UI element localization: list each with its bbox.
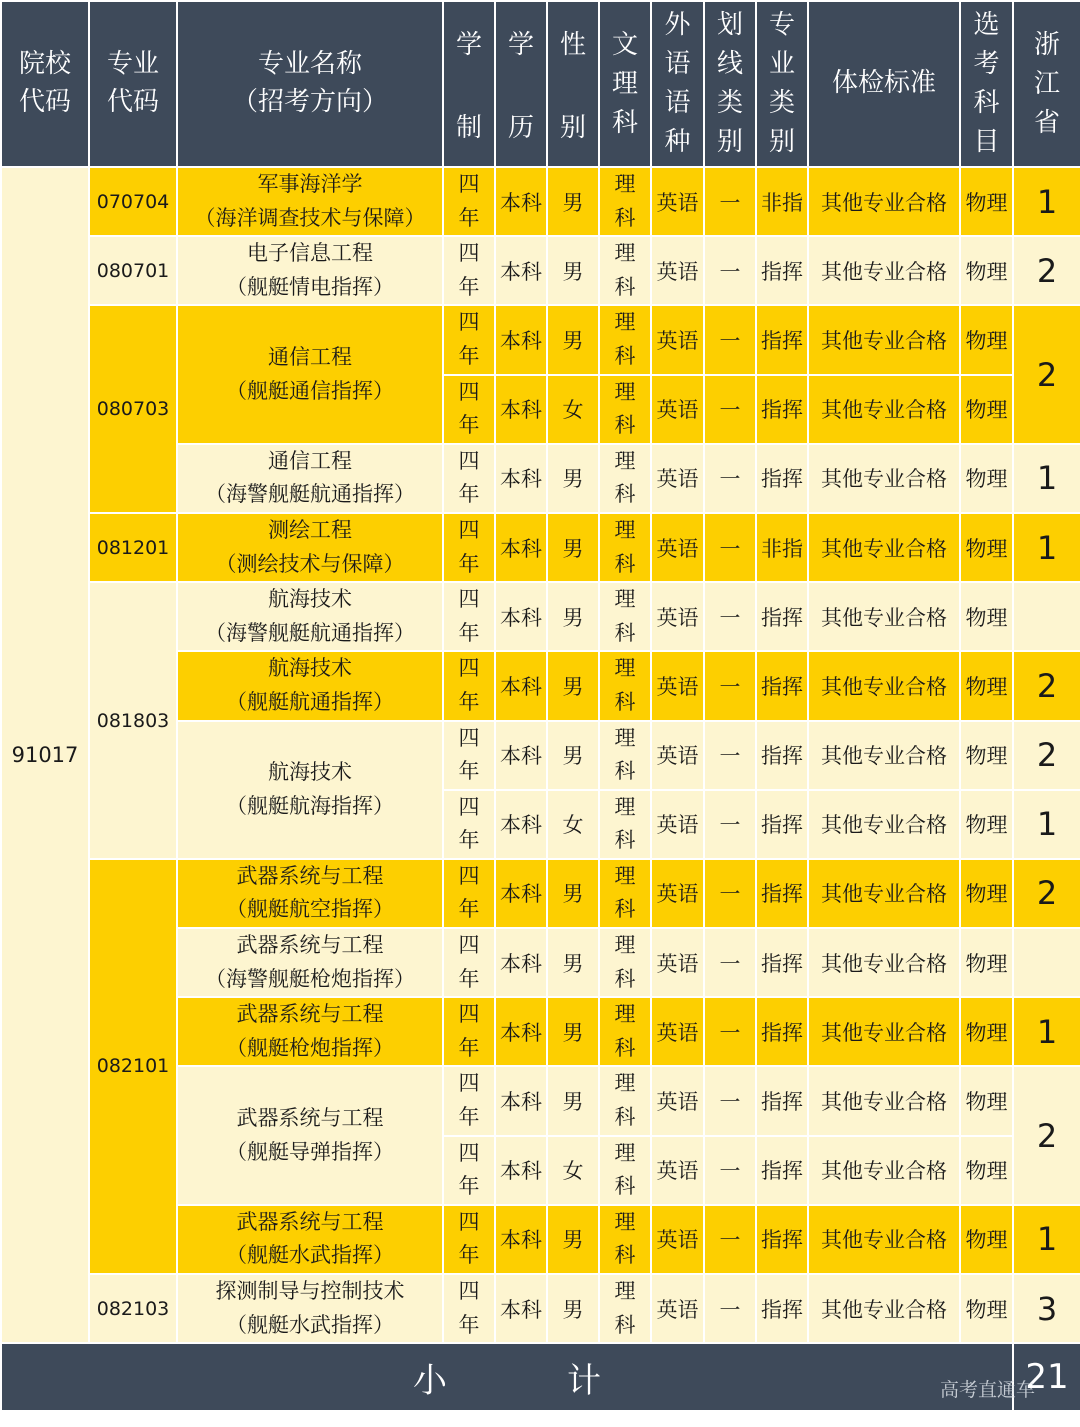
physical-cell: 其他专业合格: [808, 997, 960, 1066]
duration-cell: 四 年: [443, 513, 495, 582]
gender-cell: 男: [547, 997, 599, 1066]
header-province: 浙 江 省: [1013, 1, 1080, 167]
language-cell: 英语: [651, 1205, 704, 1274]
language-cell: 英语: [651, 1274, 704, 1343]
physical-cell: 其他专业合格: [808, 651, 960, 720]
major-type-cell: 指挥: [756, 928, 808, 997]
quota-cell: 2: [1013, 236, 1080, 305]
gender-cell: 男: [547, 1066, 599, 1135]
gender-cell: 男: [547, 1205, 599, 1274]
major-code-cell: 081201: [89, 513, 177, 582]
gender-cell: 男: [547, 236, 599, 305]
duration-cell: 四 年: [443, 167, 495, 236]
quota-cell: 2: [1013, 651, 1080, 720]
gender-cell: 男: [547, 1274, 599, 1343]
subject-cell: 物理: [960, 1136, 1013, 1205]
header-gender: 性 别: [547, 1, 599, 167]
header-school-code: 院校 代码: [1, 1, 89, 167]
track-cell: 理 科: [599, 928, 651, 997]
quota-cell: 2: [1013, 721, 1080, 790]
track-cell: 理 科: [599, 513, 651, 582]
line-cell: 一: [704, 721, 756, 790]
subtotal-row: [1, 1343, 1080, 1411]
quota-cell: 2: [1013, 305, 1080, 443]
duration-cell: 四 年: [443, 859, 495, 928]
major-code-cell: 080701: [89, 236, 177, 305]
header-track: 文 理 科: [599, 1, 651, 167]
quota-cell: 1: [1013, 167, 1080, 236]
major-name-cell: 航海技术 （舰艇航海指挥）: [177, 721, 443, 859]
major-name-cell: 武器系统与工程 （舰艇枪炮指挥）: [177, 997, 443, 1066]
major-type-cell: 非指: [756, 513, 808, 582]
track-cell: 理 科: [599, 1274, 651, 1343]
major-code-cell: 080703: [89, 305, 177, 513]
degree-cell: 本科: [495, 375, 547, 444]
duration-cell: 四 年: [443, 721, 495, 790]
major-name-cell: 航海技术 （舰艇航通指挥）: [177, 651, 443, 720]
major-name-cell: 探测制导与控制技术 （舰艇水武指挥）: [177, 1274, 443, 1343]
duration-cell: 四 年: [443, 790, 495, 859]
degree-cell: 本科: [495, 928, 547, 997]
physical-cell: 其他专业合格: [808, 513, 960, 582]
language-cell: 英语: [651, 721, 704, 790]
quota-cell: [1013, 928, 1080, 997]
quota-cell: 1: [1013, 1205, 1080, 1274]
language-cell: 英语: [651, 790, 704, 859]
gender-cell: 男: [547, 928, 599, 997]
track-cell: 理 科: [599, 444, 651, 513]
track-cell: 理 科: [599, 721, 651, 790]
major-type-cell: 指挥: [756, 651, 808, 720]
subject-cell: 物理: [960, 651, 1013, 720]
degree-cell: 本科: [495, 444, 547, 513]
table-row: [1, 513, 1080, 582]
table-row: [1, 305, 1080, 374]
quota-cell: [1013, 582, 1080, 651]
major-type-cell: 指挥: [756, 721, 808, 790]
language-cell: 英语: [651, 305, 704, 374]
line-cell: 一: [704, 167, 756, 236]
degree-cell: 本科: [495, 513, 547, 582]
line-cell: 一: [704, 1066, 756, 1135]
header-duration: 学 制: [443, 1, 495, 167]
major-code-cell: 082103: [89, 1274, 177, 1343]
major-name-cell: 航海技术 （海警舰艇航通指挥）: [177, 582, 443, 651]
language-cell: 英语: [651, 651, 704, 720]
subject-cell: 物理: [960, 859, 1013, 928]
gender-cell: 女: [547, 790, 599, 859]
physical-cell: 其他专业合格: [808, 859, 960, 928]
physical-cell: 其他专业合格: [808, 928, 960, 997]
quota-cell: 1: [1013, 790, 1080, 859]
physical-cell: 其他专业合格: [808, 1274, 960, 1343]
subject-cell: 物理: [960, 997, 1013, 1066]
header-major-code: 专业 代码: [89, 1, 177, 167]
line-cell: 一: [704, 651, 756, 720]
major-code-cell: 081803: [89, 582, 177, 859]
physical-cell: 其他专业合格: [808, 1205, 960, 1274]
line-cell: 一: [704, 305, 756, 374]
duration-cell: 四 年: [443, 305, 495, 374]
major-name-cell: 武器系统与工程 （舰艇导弹指挥）: [177, 1066, 443, 1204]
line-cell: 一: [704, 1274, 756, 1343]
track-cell: 理 科: [599, 236, 651, 305]
language-cell: 英语: [651, 1136, 704, 1205]
track-cell: 理 科: [599, 582, 651, 651]
degree-cell: 本科: [495, 236, 547, 305]
language-cell: 英语: [651, 582, 704, 651]
major-code-cell: 082101: [89, 859, 177, 1274]
language-cell: 英语: [651, 928, 704, 997]
duration-cell: 四 年: [443, 1205, 495, 1274]
gender-cell: 男: [547, 582, 599, 651]
physical-cell: 其他专业合格: [808, 305, 960, 374]
track-cell: 理 科: [599, 790, 651, 859]
language-cell: 英语: [651, 167, 704, 236]
major-name-cell: 军事海洋学 （海洋调查技术与保障）: [177, 167, 443, 236]
major-type-cell: 指挥: [756, 790, 808, 859]
duration-cell: 四 年: [443, 997, 495, 1066]
gender-cell: 男: [547, 651, 599, 720]
track-cell: 理 科: [599, 167, 651, 236]
degree-cell: 本科: [495, 305, 547, 374]
duration-cell: 四 年: [443, 928, 495, 997]
gender-cell: 男: [547, 444, 599, 513]
physical-cell: 其他专业合格: [808, 236, 960, 305]
language-cell: 英语: [651, 236, 704, 305]
degree-cell: 本科: [495, 1274, 547, 1343]
degree-cell: 本科: [495, 651, 547, 720]
duration-cell: 四 年: [443, 1136, 495, 1205]
major-name-cell: 通信工程 （舰艇通信指挥）: [177, 305, 443, 443]
line-cell: 一: [704, 444, 756, 513]
header-major-type: 专 业 类 别: [756, 1, 808, 167]
major-type-cell: 指挥: [756, 1274, 808, 1343]
major-type-cell: 指挥: [756, 1205, 808, 1274]
language-cell: 英语: [651, 997, 704, 1066]
duration-cell: 四 年: [443, 375, 495, 444]
physical-cell: 其他专业合格: [808, 167, 960, 236]
physical-cell: 其他专业合格: [808, 1136, 960, 1205]
table-row: [1, 167, 1080, 236]
table-row: [1, 236, 1080, 305]
header-subject: 选 考 科 目: [960, 1, 1013, 167]
subject-cell: 物理: [960, 928, 1013, 997]
header-line-type: 划 线 类 别: [704, 1, 756, 167]
major-type-cell: 指挥: [756, 1066, 808, 1135]
physical-cell: 其他专业合格: [808, 721, 960, 790]
major-type-cell: 指挥: [756, 375, 808, 444]
table-row: [1, 1274, 1080, 1343]
duration-cell: 四 年: [443, 1274, 495, 1343]
header-row: [1, 1, 1080, 167]
language-cell: 英语: [651, 1066, 704, 1135]
degree-cell: 本科: [495, 582, 547, 651]
gender-cell: 女: [547, 375, 599, 444]
quota-cell: 3: [1013, 1274, 1080, 1343]
subject-cell: 物理: [960, 167, 1013, 236]
major-name-cell: 电子信息工程 （舰艇情电指挥）: [177, 236, 443, 305]
line-cell: 一: [704, 513, 756, 582]
track-cell: 理 科: [599, 1136, 651, 1205]
physical-cell: 其他专业合格: [808, 790, 960, 859]
degree-cell: 本科: [495, 997, 547, 1066]
header-physical: 体检标准: [808, 1, 960, 167]
quota-cell: 2: [1013, 1066, 1080, 1204]
physical-cell: 其他专业合格: [808, 1066, 960, 1135]
subject-cell: 物理: [960, 790, 1013, 859]
major-type-cell: 指挥: [756, 997, 808, 1066]
header-major-name: 专业名称 （招考方向）: [177, 1, 443, 167]
major-name-cell: 武器系统与工程 （舰艇航空指挥）: [177, 859, 443, 928]
line-cell: 一: [704, 236, 756, 305]
track-cell: 理 科: [599, 651, 651, 720]
subject-cell: 物理: [960, 305, 1013, 374]
school-code-cell: 91017: [1, 167, 89, 1343]
degree-cell: 本科: [495, 1136, 547, 1205]
line-cell: 一: [704, 1136, 756, 1205]
gender-cell: 男: [547, 305, 599, 374]
quota-cell: 2: [1013, 859, 1080, 928]
duration-cell: 四 年: [443, 651, 495, 720]
line-cell: 一: [704, 790, 756, 859]
degree-cell: 本科: [495, 167, 547, 236]
physical-cell: 其他专业合格: [808, 444, 960, 513]
table-row: [1, 582, 1080, 651]
track-cell: 理 科: [599, 375, 651, 444]
header-language: 外 语 语 种: [651, 1, 704, 167]
major-name-cell: 通信工程 （海警舰艇航通指挥）: [177, 444, 443, 513]
track-cell: 理 科: [599, 859, 651, 928]
major-type-cell: 指挥: [756, 305, 808, 374]
subject-cell: 物理: [960, 1205, 1013, 1274]
gender-cell: 男: [547, 859, 599, 928]
degree-cell: 本科: [495, 1066, 547, 1135]
major-type-cell: 指挥: [756, 1136, 808, 1205]
physical-cell: 其他专业合格: [808, 375, 960, 444]
subject-cell: 物理: [960, 236, 1013, 305]
gender-cell: 男: [547, 513, 599, 582]
duration-cell: 四 年: [443, 582, 495, 651]
language-cell: 英语: [651, 513, 704, 582]
quota-cell: 1: [1013, 513, 1080, 582]
track-cell: 理 科: [599, 1205, 651, 1274]
degree-cell: 本科: [495, 859, 547, 928]
line-cell: 一: [704, 928, 756, 997]
duration-cell: 四 年: [443, 236, 495, 305]
quota-cell: 1: [1013, 444, 1080, 513]
subject-cell: 物理: [960, 1274, 1013, 1343]
subject-cell: 物理: [960, 375, 1013, 444]
degree-cell: 本科: [495, 790, 547, 859]
language-cell: 英语: [651, 375, 704, 444]
line-cell: 一: [704, 375, 756, 444]
quota-cell: 1: [1013, 997, 1080, 1066]
line-cell: 一: [704, 859, 756, 928]
major-type-cell: 非指: [756, 167, 808, 236]
subject-cell: 物理: [960, 513, 1013, 582]
line-cell: 一: [704, 582, 756, 651]
degree-cell: 本科: [495, 1205, 547, 1274]
track-cell: 理 科: [599, 305, 651, 374]
physical-cell: 其他专业合格: [808, 582, 960, 651]
language-cell: 英语: [651, 859, 704, 928]
major-code-cell: 070704: [89, 167, 177, 236]
subject-cell: 物理: [960, 444, 1013, 513]
line-cell: 一: [704, 1205, 756, 1274]
watermark: 高考直通车: [940, 1379, 1036, 1401]
degree-cell: 本科: [495, 721, 547, 790]
subject-cell: 物理: [960, 721, 1013, 790]
line-cell: 一: [704, 997, 756, 1066]
subject-cell: 物理: [960, 1066, 1013, 1135]
major-type-cell: 指挥: [756, 236, 808, 305]
duration-cell: 四 年: [443, 444, 495, 513]
language-cell: 英语: [651, 444, 704, 513]
table-row: [1, 859, 1080, 928]
subtotal-value: 21: [1013, 1343, 1080, 1411]
track-cell: 理 科: [599, 1066, 651, 1135]
subject-cell: 物理: [960, 582, 1013, 651]
major-name-cell: 武器系统与工程 （海警舰艇枪炮指挥）: [177, 928, 443, 997]
track-cell: 理 科: [599, 997, 651, 1066]
subtotal-label: 小计: [1, 1343, 1013, 1411]
gender-cell: 男: [547, 167, 599, 236]
major-name-cell: 测绘工程 （测绘技术与保障）: [177, 513, 443, 582]
major-type-cell: 指挥: [756, 582, 808, 651]
gender-cell: 男: [547, 721, 599, 790]
duration-cell: 四 年: [443, 1066, 495, 1135]
major-name-cell: 武器系统与工程 （舰艇水武指挥）: [177, 1205, 443, 1274]
header-degree: 学 历: [495, 1, 547, 167]
major-type-cell: 指挥: [756, 444, 808, 513]
gender-cell: 女: [547, 1136, 599, 1205]
major-type-cell: 指挥: [756, 859, 808, 928]
